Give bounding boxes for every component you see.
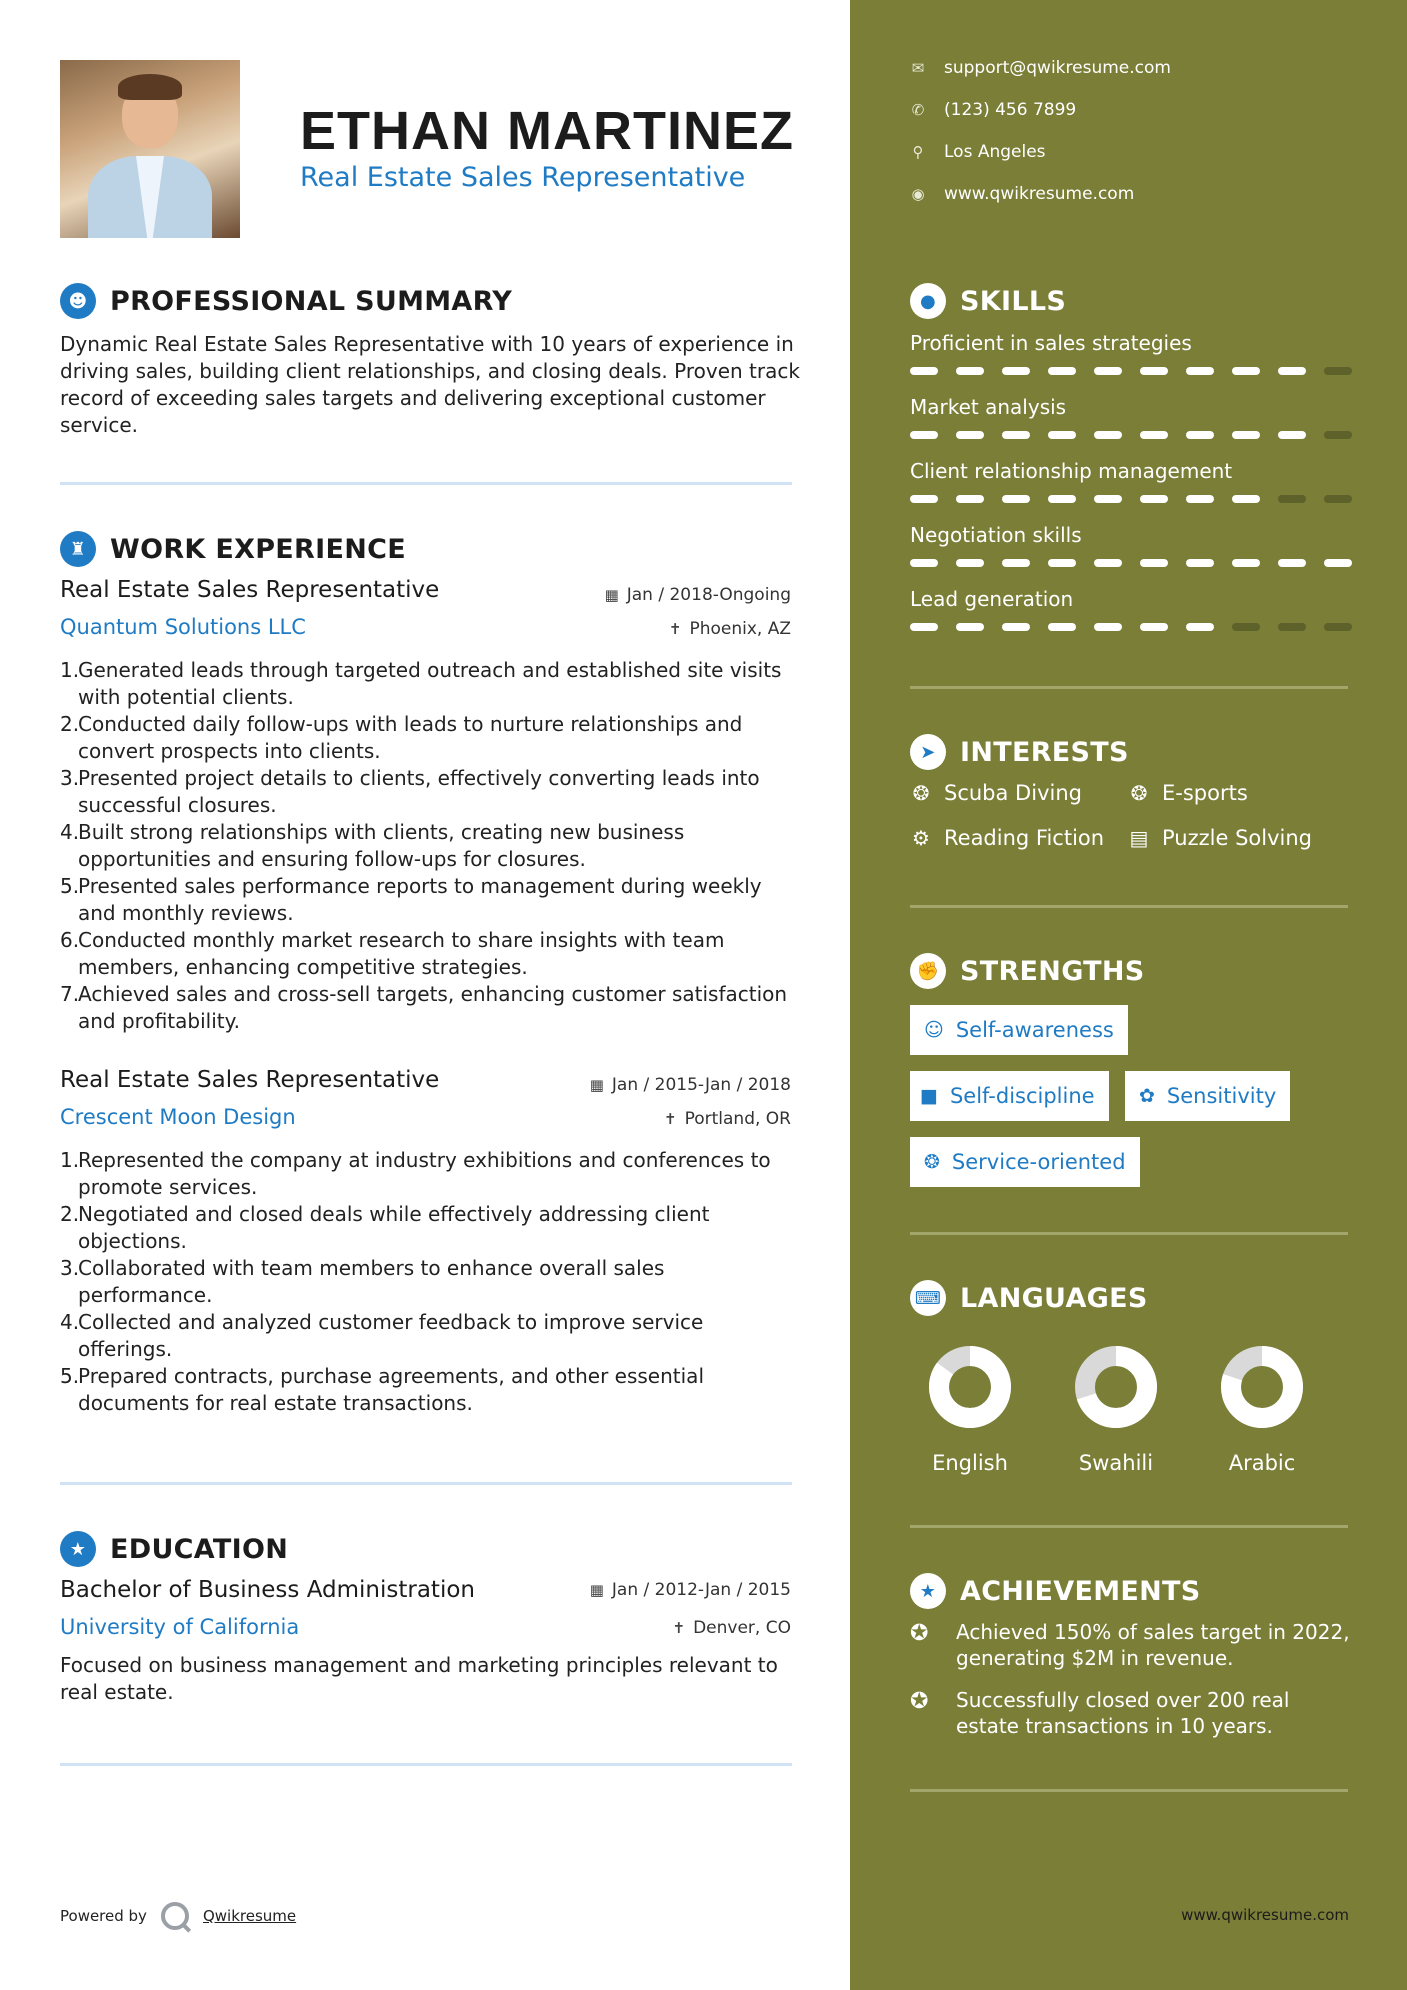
skill-name: Lead generation [910, 587, 1074, 611]
section-divider [910, 1789, 1348, 1792]
list-item: 4. Collected and analyzed customer feedback to improve service offerings. [60, 1310, 704, 1361]
footer-website[interactable]: www.qwikresume.com [1181, 1906, 1349, 1924]
star-badge-icon: ★ [910, 1573, 946, 1609]
skill-level-segment [1002, 431, 1030, 439]
job-dates: ▦ Jan / 2018-Ongoing [604, 585, 791, 605]
strength-badge: ■ Self-discipline [910, 1071, 1109, 1121]
skill-level-segment [1048, 431, 1076, 439]
skill-level-segment [1186, 559, 1214, 567]
list-item: 1. Represented the company at industry exhibitions and conferences to promote services. [60, 1148, 771, 1199]
interest-item: ⚙ Reading Fiction [910, 826, 1104, 850]
list-item: 3. Collaborated with team members to enhance overall sales performance. [60, 1256, 665, 1307]
phone-icon: ✆ [911, 101, 925, 119]
skill-level-segment [1232, 367, 1260, 375]
skill-level-segment [1232, 623, 1260, 631]
life-ring-icon: ❂ [1130, 781, 1148, 805]
skill-name: Proficient in sales strategies [910, 331, 1192, 355]
book-icon: ▤ [1129, 826, 1149, 850]
skill-level-segment [910, 367, 938, 375]
list-item: 3. Presented project details to clients, effectively converting leads into successful closures. [60, 766, 760, 817]
skill-name: Market analysis [910, 395, 1067, 419]
language-icon: ⌨ [910, 1280, 946, 1316]
paper-plane-icon: ➤ [910, 734, 946, 770]
list-item: 4. Built strong relationships with clients, creating new business opportunities and ensuring follow-ups for closures. [60, 820, 685, 871]
skill-level-segment [1324, 623, 1352, 631]
language-name: Swahili [1078, 1451, 1154, 1475]
achievements-heading: ★ ACHIEVEMENTS [910, 1573, 1201, 1609]
achievement-item: ✪ Achieved 150% of sales target in 2022, generating $2M in revenue. [910, 1620, 1350, 1670]
map-pin-icon: ⚲ [912, 143, 924, 161]
job-bullets [60, 1147, 800, 1417]
qwikresume-link[interactable]: Qwikresume [202, 1907, 297, 1925]
job-dates: ▦ Jan / 2015-Jan / 2018 [589, 1075, 791, 1095]
languages-heading: ⌨ LANGUAGES [910, 1280, 1148, 1316]
pin-icon: ✝ [668, 620, 682, 638]
shooting-star-icon: ✪ [910, 1689, 929, 1714]
skills-heading: ● SKILLS [910, 283, 1066, 319]
skill-level-bar [910, 623, 1352, 631]
section-divider [910, 1232, 1348, 1235]
list-item: 2. Negotiated and closed deals while effectively addressing client objections. [60, 1202, 710, 1253]
skill-level-segment [956, 623, 984, 631]
contact-website[interactable]: ◉ www.qwikresume.com [911, 184, 1135, 204]
fist-icon: ✊ [910, 953, 946, 989]
skill-level-segment [1186, 623, 1214, 631]
skill-level-segment [1278, 431, 1306, 439]
education-dates: ▦ Jan / 2012-Jan / 2015 [589, 1580, 791, 1600]
skill-level-segment [1048, 367, 1076, 375]
section-divider [60, 1763, 792, 1766]
skill-level-segment [1094, 559, 1122, 567]
strength-badge: ✿ Sensitivity [1125, 1071, 1290, 1121]
skill-level-segment [1094, 495, 1122, 503]
skill-level-segment [1232, 495, 1260, 503]
leaf-icon: ✿ [1139, 1085, 1155, 1107]
school-name: University of California [60, 1615, 300, 1639]
skill-level-segment [1002, 623, 1030, 631]
skill-level-segment [1186, 431, 1214, 439]
gamepad-icon: ⚙ [912, 826, 930, 850]
list-item: 5. Prepared contracts, purchase agreements, and other essential documents for real estate transactions. [60, 1364, 704, 1415]
language-item [910, 1345, 1030, 1475]
section-divider [910, 1525, 1348, 1528]
skill-level-segment [1140, 623, 1168, 631]
skill-level-segment [1094, 623, 1122, 631]
candidate-name: ETHAN MARTINEZ [300, 101, 794, 161]
office-chair-icon: ♜ [60, 531, 96, 567]
job-title: Real Estate Sales Representative [60, 577, 440, 603]
skill-level-segment [1324, 431, 1352, 439]
job-title: Real Estate Sales Representative [60, 1067, 440, 1093]
experience-heading: ♜ WORK EXPERIENCE [60, 531, 406, 567]
skill-level-segment [956, 367, 984, 375]
language-proficiency-ring [1074, 1345, 1158, 1429]
skill-level-segment [1094, 367, 1122, 375]
language-name: English [932, 1451, 1008, 1475]
strengths-heading: ✊ STRENGTHS [910, 953, 1145, 989]
skill-level-segment [1186, 367, 1214, 375]
calendar-icon: ▦ [589, 1581, 604, 1599]
skill-level-segment [910, 495, 938, 503]
skill-level-segment [1186, 495, 1214, 503]
calendar-icon: ▦ [589, 1076, 604, 1094]
skill-level-segment [1140, 367, 1168, 375]
summary-heading: ☻ PROFESSIONAL SUMMARY [60, 283, 512, 319]
skill-name: Client relationship management [910, 459, 1233, 483]
education-heading: ★ EDUCATION [60, 1531, 288, 1567]
job-bullets [60, 657, 800, 1035]
life-ring-icon: ❂ [912, 781, 930, 805]
skill-level-segment [1232, 559, 1260, 567]
skill-level-segment [910, 431, 938, 439]
strength-badge: ☺ Self-awareness [910, 1005, 1128, 1055]
globe-icon: ◉ [911, 185, 925, 203]
skill-level-segment [1278, 495, 1306, 503]
skill-level-segment [1002, 495, 1030, 503]
skill-level-segment [1140, 495, 1168, 503]
candidate-title: Real Estate Sales Representative [300, 162, 746, 193]
shooting-star-icon: ✪ [910, 1621, 929, 1646]
interests-heading: ➤ INTERESTS [910, 734, 1129, 770]
degree-title: Bachelor of Business Administration [60, 1577, 475, 1603]
job-location: ✝ Portland, OR [664, 1109, 791, 1129]
interest-item: ❂ E-sports [1128, 781, 1248, 805]
envelope-icon: ✉ [911, 59, 925, 77]
skill-level-segment [1002, 367, 1030, 375]
skill-level-segment [1232, 431, 1260, 439]
list-item: 1. Generated leads through targeted outreach and established site visits with potential clients. [60, 658, 782, 709]
list-item: 5. Presented sales performance reports to management during weekly and monthly reviews. [60, 874, 762, 925]
skill-level-segment [1324, 559, 1352, 567]
education-location: ✝ Denver, CO [672, 1618, 791, 1638]
strength-badge: ❂ Service-oriented [910, 1137, 1140, 1187]
skill-level-bar [910, 495, 1352, 503]
skill-level-bar [910, 559, 1352, 567]
language-proficiency-ring [928, 1345, 1012, 1429]
achievement-item: ✪ Successfully closed over 200 real estate transactions in 10 years. [910, 1688, 1290, 1738]
skill-name: Negotiation skills [910, 523, 1082, 547]
skill-level-segment [956, 495, 984, 503]
contact-location: ⚲ Los Angeles [910, 142, 1046, 162]
skill-level-segment [1324, 367, 1352, 375]
section-divider [60, 1482, 792, 1485]
contact-phone: ✆ (123) 456 7899 [911, 100, 1077, 120]
calendar-icon: ▦ [604, 586, 619, 604]
contact-email[interactable]: ✉ support@qwikresume.com [911, 58, 1171, 78]
profile-photo [60, 60, 240, 238]
graduate-icon: ★ [60, 1531, 96, 1567]
skill-level-segment [910, 559, 938, 567]
list-item: 2. Conducted daily follow-ups with leads to nurture relationships and convert prospects into clients. [60, 712, 743, 763]
user-icon: ☻ [60, 283, 96, 319]
list-item: 7. Achieved sales and cross-sell targets, enhancing customer satisfaction and profitability. [60, 982, 788, 1033]
section-divider [910, 686, 1348, 689]
skill-level-segment [1140, 559, 1168, 567]
skill-level-segment [1278, 367, 1306, 375]
summary-text: Dynamic Real Estate Sales Representative with 10 years of experience in driving sales, building client relationships, and closing deals. Proven track record of exceeding sales targets and delivering exceptional customer service. [60, 332, 800, 437]
skill-level-bar [910, 431, 1352, 439]
section-divider [910, 905, 1348, 908]
interest-item: ▤ Puzzle Solving [1129, 826, 1312, 850]
language-item [1202, 1345, 1322, 1475]
section-divider [60, 482, 792, 485]
life-ring-icon: ❂ [924, 1151, 940, 1173]
user-circle-icon: ☺ [924, 1019, 944, 1041]
skill-level-segment [956, 431, 984, 439]
interest-item: ❂ Scuba Diving [910, 781, 1082, 805]
list-item: 6. Conducted monthly market research to share insights with team members, enhancing competitive strategies. [60, 928, 725, 979]
skill-level-segment [956, 559, 984, 567]
skill-level-segment [1324, 495, 1352, 503]
skill-level-segment [910, 623, 938, 631]
skill-level-segment [1048, 495, 1076, 503]
skill-level-segment [1278, 559, 1306, 567]
language-name: Arabic [1228, 1451, 1296, 1475]
skill-level-segment [1140, 431, 1168, 439]
pin-icon: ✝ [664, 1110, 677, 1128]
lightbulb-icon: ● [910, 283, 946, 319]
skill-level-segment [1048, 623, 1076, 631]
education-text: Focused on business management and marketing principles relevant to real estate. [60, 1653, 778, 1704]
language-proficiency-ring [1220, 1345, 1304, 1429]
skill-level-segment [1002, 559, 1030, 567]
skill-level-segment [1048, 559, 1076, 567]
lock-icon: ■ [920, 1085, 938, 1107]
language-item [1056, 1345, 1176, 1475]
qwikresume-logo-icon [161, 1902, 189, 1930]
skill-level-segment [1094, 431, 1122, 439]
job-company: Quantum Solutions LLC [60, 615, 306, 639]
skill-level-bar [910, 367, 1352, 375]
pin-icon: ✝ [672, 1619, 686, 1637]
job-company: Crescent Moon Design [60, 1105, 296, 1129]
powered-by: Powered by Qwikresume [60, 1902, 296, 1930]
skill-level-segment [1278, 623, 1306, 631]
job-location: ✝ Phoenix, AZ [668, 619, 791, 639]
